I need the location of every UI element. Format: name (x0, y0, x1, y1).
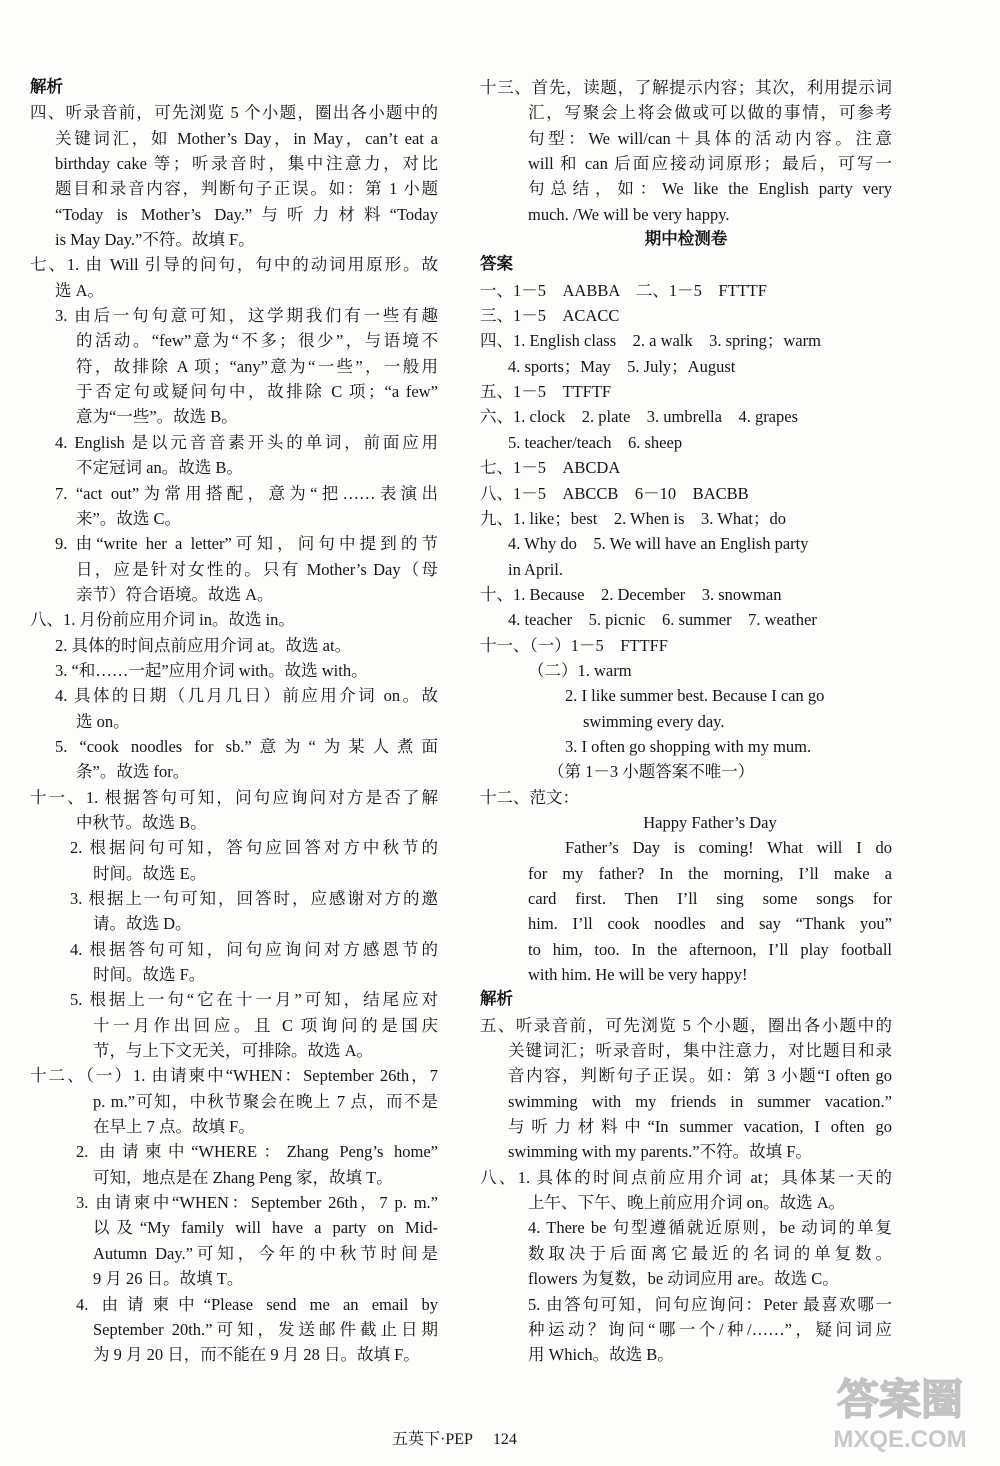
right-column (480, 75, 892, 1368)
text-line: 为 9 月 20 日，而不能在 9 月 28 日。故填 F。 (93, 1345, 420, 1365)
answer-line: swimming every day. (583, 711, 725, 731)
text-line: 数取决于后面离它最近的名词的单复数。 (528, 1243, 892, 1263)
section-heading: 解析 (30, 78, 63, 96)
answer-line: 4. teacher 5. picnic 6. summer 7. weather (508, 610, 817, 630)
essay-line: to him, too. In the afternoon, I’ll play football (528, 939, 892, 959)
text-line: 来”。故选 C。 (76, 508, 181, 528)
watermark-logo: 答案圈 (836, 1376, 963, 1423)
text-line: 5. 根据上一句“它在十一月”可知，结尾应对 (70, 990, 438, 1010)
text-line: 关键词汇；听录音时，集中注意力，对比题目和录 (508, 1041, 892, 1061)
answer-line: 三、1－5 ACACC (480, 306, 620, 326)
answer-line: 九、1. like；best 2. When is 3. What；do (480, 508, 786, 528)
essay-line: Father’s Day is coming! What will I do (565, 838, 892, 858)
answer-line: 五、1－5 TTFTF (480, 382, 612, 402)
text-line: 句总结，如：We like the English party very (528, 179, 892, 199)
page-label: 五英下·PEP (392, 1431, 473, 1448)
text-line: 七、1. 由 Will 引导的问句，句中的动词用原形。故 (30, 255, 438, 275)
text-line: 4. 根据答句可知，问句应询问对方感恩节的 (70, 939, 438, 959)
text-line: will 和 can 后面应接动词原形；最后，可写一 (528, 154, 892, 174)
text-line: 请。故选 D。 (93, 914, 192, 934)
text-line: 用 Which。故选 B。 (528, 1345, 674, 1365)
text-line: 八、1. 具体的时间点前应用介词 at；具体某一天的 (480, 1167, 892, 1187)
answer-line: 4. Why do 5. We will have an English party (508, 534, 809, 554)
text-line: 十一、1. 根据答句可知，问句应询问对方是否了解 (30, 787, 438, 807)
answer-line: 4. sports；May 5. July；August (508, 356, 736, 376)
text-line: 意为“一些”。故选 B。 (76, 407, 238, 427)
text-line: 3. 根据上一句可知，回答时，应感谢对方的邀 (70, 889, 438, 908)
essay-line: him. I’ll cook noodles and say “Thank you” (528, 914, 892, 934)
text-line: 4. 具体的日期（几月几日）前应用介词 on。故 (55, 686, 438, 706)
answer-note: （第 1－3 小题答案不唯一） (548, 762, 755, 782)
answer-line: 一、1－5 AABBA 二、1－5 FTTTF (480, 280, 767, 300)
essay-title: Happy Father’s Day (643, 812, 777, 832)
text-line: 句型：We will/can＋具体的活动内容。注意 (528, 128, 892, 148)
text-line: 以及“My family will have a party on Mid- (93, 1218, 438, 1238)
text-line: 5. 由答句可知，问句应询问：Peter 最喜欢哪一 (528, 1294, 892, 1314)
text-line: 音内容，判断句子正误。如：第 3 小题“I often go (508, 1066, 892, 1086)
watermark (812, 1374, 988, 1454)
section-title: 期中检测卷 (644, 230, 728, 249)
text-line: 的活动。“few”意为“不多；很少”，与语境不 (76, 331, 438, 351)
text-line: 在早上 7 点。故填 F。 (93, 1117, 255, 1137)
answer-line: 八、1－5 ABCCB 6－10 BACBB (480, 483, 749, 503)
text-line: 于否定句或疑问句中，故排除 C 项；“a few” (76, 382, 438, 402)
text-line: 3. “和……一起”应用介词 with。故选 with。 (55, 660, 368, 680)
text-line: 上午、下午、晚上前应用介词 on。故选 A。 (528, 1193, 846, 1213)
answer-line: 3. I often go shopping with my mum. (565, 736, 812, 756)
text-line: 与听力材料中“In summer vacation, I often go (508, 1117, 892, 1137)
text-line: much. /We will be very happy. (528, 204, 730, 224)
answer-line: in April. (508, 559, 564, 579)
text-line: flowers 为复数，be 动词应用 are。故选 C。 (528, 1269, 839, 1289)
text-line: is May Day.”不符。故填 F。 (55, 230, 255, 250)
text-line: 5. “cook noodles for sb.”意为“为某人煮面 (55, 736, 438, 756)
watermark-site: MXQE.COM (833, 1426, 967, 1453)
text-line: 3. 由请柬中“WHEN：September 26th，7 p. m.” (76, 1193, 438, 1213)
essay-line: with him. He will be very happy! (528, 965, 748, 985)
text-line: 四、听录音前，可先浏览 5 个小题，圈出各小题中的 (30, 103, 438, 123)
text-line: 7. “act out”为常用搭配，意为“把……表演出 (55, 483, 438, 503)
text-line: 十二、（一）1. 由请柬中“WHEN：September 26th，7 (30, 1066, 438, 1086)
text-line: “Today is Mother’s Day.”与听力材料“Today (55, 204, 438, 224)
section-heading: 解析 (480, 990, 513, 1009)
text-line: 五、听录音前，可先浏览 5 个小题，圈出各小题中的 (480, 1015, 892, 1035)
answer-line: 六、1. clock 2. plate 3. umbrella 4. grapes (480, 407, 799, 427)
text-line: September 20th.”可知，发送邮件截止日期 (93, 1319, 438, 1339)
text-line: 2. 由请柬中“WHERE：Zhang Peng’s home” (76, 1142, 438, 1162)
text-line: 时间。故选 E。 (93, 863, 207, 883)
answer-line: （二）1. warm (528, 660, 632, 680)
text-line: 亲节）符合语境。故选 A。 (76, 584, 274, 604)
text-line: 时间。故选 F。 (93, 965, 206, 985)
text-line: 3. 由后一句句意可知，这学期我们有一些有趣 (55, 306, 438, 326)
text-line: 题目和录音内容，判断句子正误。如：第 1 小题 (55, 179, 438, 199)
text-line: 4. There be 句型遵循就近原则，be 动词的单复 (528, 1218, 892, 1238)
text-line: 日，应是针对女性的。只有 Mother’s Day（母 (76, 559, 438, 579)
text-line: 八、1. 月份前应用介词 in。故选 in。 (30, 610, 295, 630)
text-line: 中秋节。故选 B。 (76, 812, 207, 832)
text-line: swimming with my friends in summer vacation.” (508, 1091, 892, 1111)
text-line: p. m.”可知，中秋节聚会在晚上 7 点，而不是 (93, 1091, 438, 1111)
text-line: 4. English 是以元音音素开头的单词，前面应用 (55, 432, 438, 452)
text-line: 4. 由请柬中“Please send me an email by (76, 1294, 438, 1314)
text-line: 选 A。 (55, 280, 105, 300)
essay-line: for my father? In the morning, I’ll make a (528, 863, 892, 883)
section-heading: 答案 (480, 255, 513, 274)
page-number: 124 (492, 1431, 517, 1448)
text-line: birthday cake 等；听录音时，集中注意力，对比 (55, 154, 438, 174)
text-line: 不定冠词 an。故选 B。 (76, 458, 243, 478)
text-line: 2. 根据问句可知，答句应回答对方中秋节的 (70, 838, 438, 858)
answer-line: 十一、（一）1－5 FTTFF (480, 635, 668, 655)
text-line: 汇，写聚会上将会做或可以做的事情，可参考 (528, 103, 892, 123)
text-line: 十三、首先，读题，了解提示内容；其次，利用提示词 (480, 78, 892, 97)
text-line: 种运动？询问“哪一个/种/……”，疑问词应 (528, 1319, 892, 1339)
text-line: 条”。故选 for。 (76, 762, 190, 782)
answer-line: 5. teacher/teach 6. sheep (508, 432, 683, 452)
left-column (30, 75, 438, 1368)
text-line: Autumn Day.”可知，今年的中秋节时间是 (93, 1243, 438, 1263)
text-line: 9. 由“write her a letter”可知，问句中提到的节 (55, 534, 438, 554)
text-line: 节，与上下文无关，可排除。故选 A。 (93, 1041, 374, 1061)
text-line: swimming with my parents.”不符。故填 F。 (508, 1142, 812, 1162)
text-line: 9 月 26 日。故填 T。 (93, 1269, 244, 1289)
essay-line: card first. Then I’ll sing some songs for (528, 889, 892, 908)
text-line: 可知，地点是在 Zhang Peng 家，故填 T。 (93, 1167, 393, 1187)
text-line: 选 on。 (76, 711, 130, 731)
text-line: 十一月作出回应。且 C 项询问的是国庆 (93, 1015, 438, 1035)
text-line: 符，故排除 A 项；“any”意为“一些”，一般用 (76, 356, 438, 376)
answer-line: 七、1－5 ABCDA (480, 458, 621, 478)
text-line: 2. 具体的时间点前应用介词 at。故选 at。 (55, 635, 352, 655)
text-line: 关键词汇，如 Mother’s Day，in May，can’t eat a (55, 128, 438, 148)
page-footer (392, 1428, 532, 1452)
answer-line: 十二、范文： (480, 787, 579, 807)
answer-line: 四、1. English class 2. a walk 3. spring；warm (480, 331, 821, 351)
answer-line: 十、1. Because 2. December 3. snowman (480, 584, 782, 604)
answer-line: 2. I like summer best. Because I can go (565, 686, 825, 706)
